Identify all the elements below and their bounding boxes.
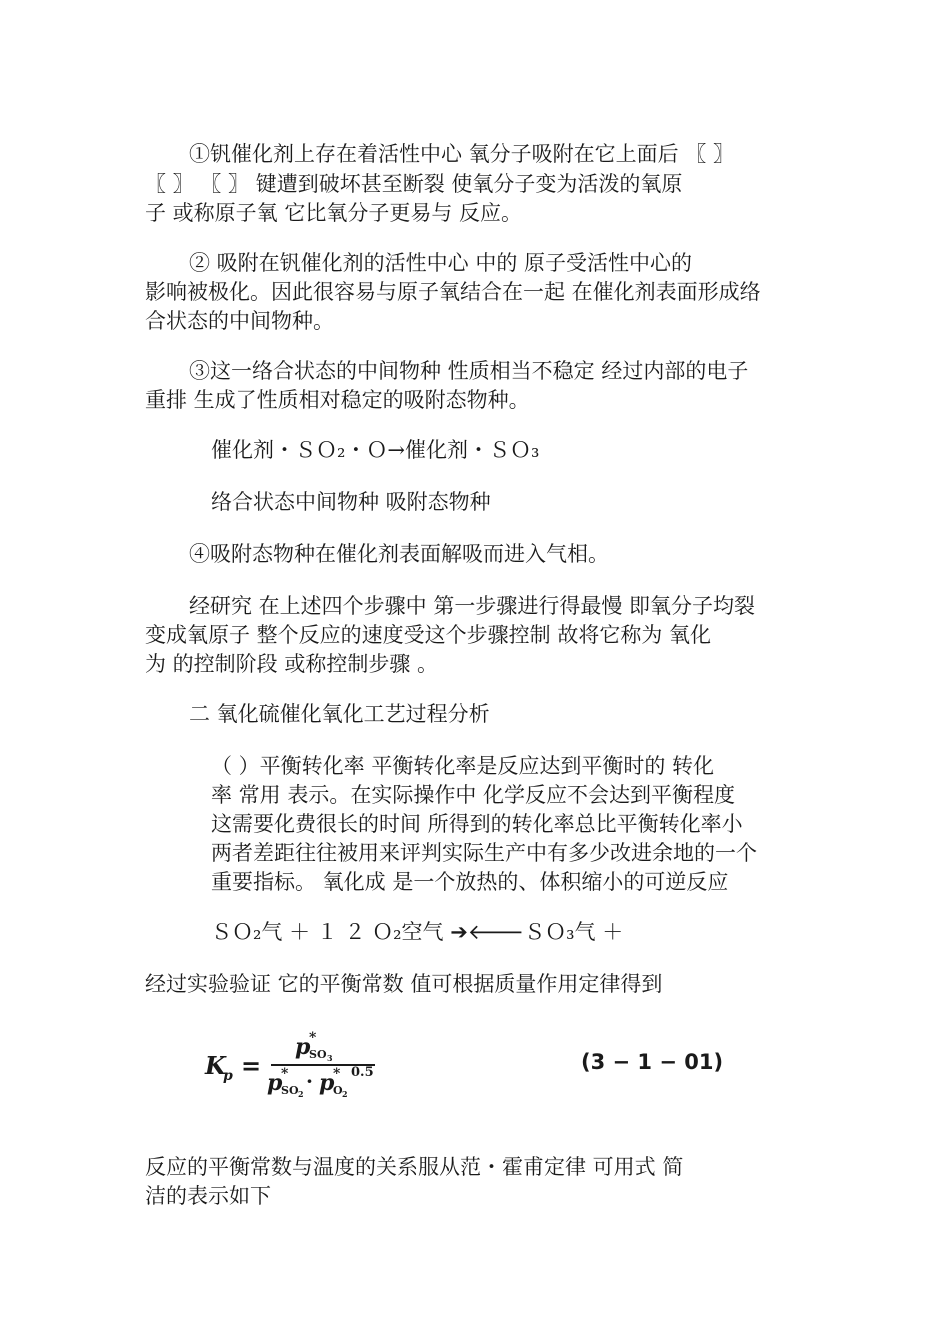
text-line-14: 为 的控制阶段 或称控制步骤 。: [145, 652, 439, 676]
numerator-p: p: [295, 1034, 311, 1060]
text-line-13: 变成氧原子 整个反应的速度受这个步骤控制 故将它称为 氧化: [145, 623, 712, 647]
denominator-sub1b: 2: [298, 1089, 304, 1099]
text-line-16: （ ）平衡转化率 平衡转化率是反应达到平衡时的 转化: [211, 754, 715, 778]
text-line-6: 合状态的中间物种。: [145, 309, 334, 333]
formula-lhs: K: [205, 1051, 226, 1080]
text-line-22: 经过实验验证 它的平衡常数 值可根据质量作用定律得到: [145, 972, 663, 996]
text-line-17: 率 常用 表示。在实际操作中 化学反应不会达到平衡程度: [211, 783, 736, 807]
text-line-18: 这需要化费很长的时间 所得到的转化率总比平衡转化率小: [211, 812, 743, 836]
denominator-dot: ·: [306, 1069, 313, 1093]
text-line-12: 经研究 在上述四个步骤中 第一步骤进行得最慢 即氧分子均裂: [189, 594, 756, 618]
formula-lhs-sub: p: [223, 1068, 233, 1084]
text-line-19: 两者差距往往被用来评判实际生产中有多少改进余地的一个: [211, 841, 757, 865]
reaction-line: 催化剂・ＳＯ₂・Ｏ→催化剂・ＳＯ₃: [211, 438, 540, 462]
text-line-2: 〖 〗 〖 〗 键遭到破坏甚至断裂 使氧分子变为活泼的氧原: [145, 172, 683, 196]
text-line-4: ② 吸附在钒催化剂的活性中心 中的 原子受活性中心的: [189, 251, 693, 275]
text-line-25: 洁的表示如下: [145, 1184, 271, 1208]
reaction-equation: ＳＯ₂气 ＋ １ ２ Ｏ₂空气 ➔🡐ＳＯ₃气 ＋: [211, 920, 624, 944]
denominator-star2: *: [333, 1066, 341, 1082]
formula-equals: =: [241, 1051, 262, 1080]
text-line-20: 重要指标。 氧化成 是一个放热的、体积缩小的可逆反应: [211, 870, 729, 894]
text-line-11: ④吸附态物种在催化剂表面解吸而进入气相。: [189, 542, 609, 566]
exponent: 0.5: [351, 1065, 374, 1080]
reaction-labels: 络合状态中间物种 吸附态物种: [211, 490, 491, 514]
section-heading: 二 氧化硫催化氧化工艺过程分析: [189, 702, 490, 726]
denominator-sub1: SO: [281, 1084, 299, 1097]
numerator-star: *: [309, 1030, 317, 1046]
denominator-sub2b: 2: [342, 1089, 348, 1099]
denominator-p1: p: [267, 1070, 283, 1096]
denominator-star1: *: [281, 1066, 289, 1082]
text-line-1: ①钒催化剂上存在着活性中心 氧分子吸附在它上面后 〖 〗: [189, 142, 735, 166]
equation-number: (3 − 1 − 01): [581, 1050, 724, 1074]
numerator-sub2: 3: [327, 1053, 333, 1063]
denominator-sub2: O: [333, 1084, 343, 1097]
text-line-5: 影响被极化。因此很容易与原子氧结合在一起 在催化剂表面形成络: [145, 280, 761, 304]
text-line-8: 重排 生成了性质相对稳定的吸附态物种。: [145, 388, 530, 412]
text-line-24: 反应的平衡常数与温度的关系服从范・霍甫定律 可用式 简: [145, 1155, 684, 1179]
text-line-3: 子 或称原子氧 它比氧分子更易与 反应。: [145, 201, 523, 225]
numerator-sub: SO: [309, 1048, 327, 1061]
denominator-p2: p: [319, 1070, 335, 1096]
text-line-7: ③这一络合状态的中间物种 性质相当不稳定 经过内部的电子: [189, 359, 749, 383]
